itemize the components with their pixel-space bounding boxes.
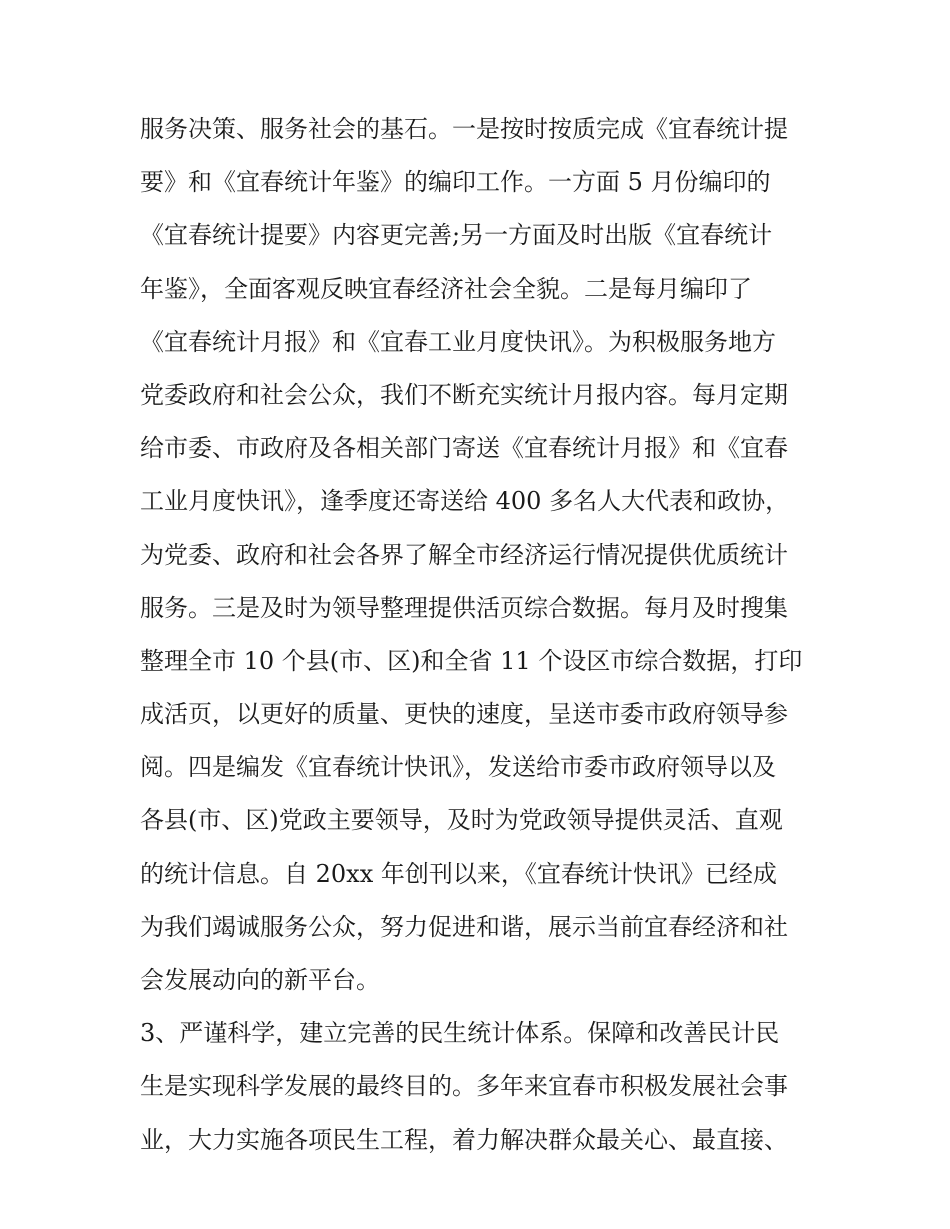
text-line: 生是实现科学发展的最终目的。多年来宜春市积极发展社会事 <box>140 1072 788 1101</box>
body-text <box>140 103 820 1167</box>
text-line: 工业月度快讯》，逢季度还寄送给 400 多名人大代表和政协， <box>140 487 790 516</box>
text-line: 各县(市、区)党政主要领导，及时为党政领导提供灵活、直观 <box>140 806 783 835</box>
text-line: 年鉴》，全面客观反映宜春经济社会全貌。二是每月编印了 <box>140 274 752 303</box>
text-line: 成活页，以更好的质量、更快的速度，呈送市委市政府领导参 <box>140 700 788 729</box>
text-line: 业，大力实施各项民生工程，着力解决群众最关心、最直接、 <box>140 1125 788 1154</box>
text-line: 要》和《宜春统计年鉴》的编印工作。一方面 5 月份编印的 <box>140 168 771 197</box>
text-line: 的统计信息。自 20xx 年创刊以来，《宜春统计快讯》已经成 <box>140 859 777 888</box>
text-line: 《宜春统计月报》和《宜春工业月度快讯》。为积极服务地方 <box>140 327 776 356</box>
text-line: 为我们竭诚服务公众，努力促进和谐，展示当前宜春经济和社 <box>140 912 788 941</box>
text-line: 整理全市 10 个县(市、区)和全省 11 个设区市综合数据，打印 <box>140 646 803 675</box>
text-line: 党委政府和社会公众，我们不断充实统计月报内容。每月定期 <box>140 380 788 409</box>
text-line: 给市委、市政府及各相关部门寄送《宜春统计月报》和《宜春 <box>140 434 788 463</box>
text-line: 阅。四是编发《宜春统计快讯》，发送给市委市政府领导以及 <box>140 753 776 782</box>
text-line: 服务决策、服务社会的基石。一是按时按质完成《宜春统计提 <box>140 115 788 143</box>
text-line: 为党委、政府和社会各界了解全市经济运行情况提供优质统计 <box>140 540 788 569</box>
text-line: 服务。三是及时为领导整理提供活页综合数据。每月及时搜集 <box>140 593 788 622</box>
text-line: 会发展动向的新平台。 <box>140 966 380 994</box>
text-line: 《宜春统计提要》内容更完善;另一方面及时出版《宜春统计 <box>140 221 773 250</box>
section-heading-line: 3、严谨科学，建立完善的民生统计体系。保障和改善民计民 <box>140 1019 780 1048</box>
